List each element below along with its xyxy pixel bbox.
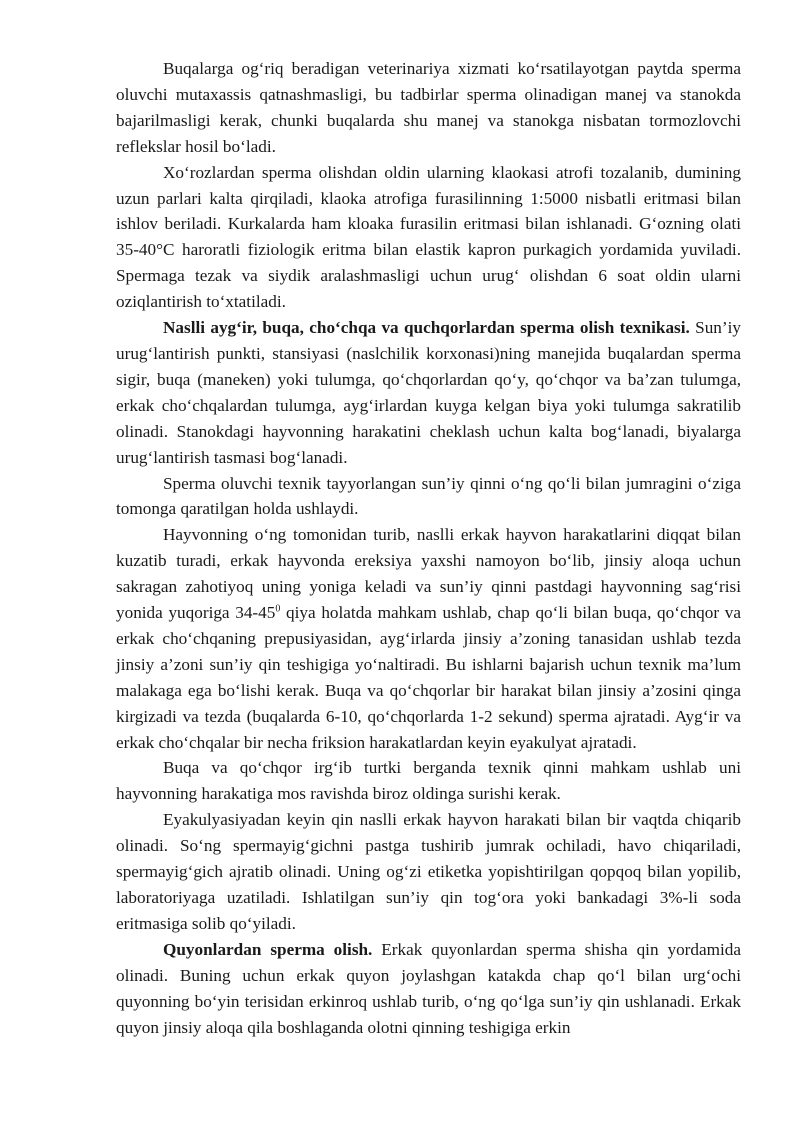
document-page xyxy=(116,56,741,1040)
paragraph-rabbit-collection xyxy=(116,937,741,1041)
section-heading-rabbit-collection: Quyonlardan sperma olish. xyxy=(163,939,373,959)
paragraph-collection-technique xyxy=(116,315,741,470)
paragraph-text: Hayvonning o‘ng tomonidan turib, naslli erkak hayvon harakatlarini diqqat bilan kuzatib turadi, erkak hayvonda ereksiya yaxshi namoyon bo‘lib, jinsiy aloqa uchun sakragan zahotiyoq uning yoniga keladi va sun’iy qinni pastdagi hayvonning sag‘risi yonida yuqoriga 34-45 xyxy=(116,525,741,623)
paragraph-text: Sun’iy urug‘lantirish punkti, stansiyasi (naslchilik korxonasi)ning manejida buqalardan sperma sigir, buqa (maneken) yoki tulumga, qo‘chqorlardan qo‘y, qo‘chqor va ba’zan tulumga, erkak cho‘chqalardan tulumga, ayg‘irlardan kuyga kelgan biya yoki tulumga sakratilib olinadi. Stanokdagi hayvonning harakatini cheklash uchun kalta bog‘lanadi, biyalarga urug‘lantirish tasmasi bog‘lanadi. xyxy=(116,318,741,467)
paragraph-text: Xo‘rozlardan sperma olishdan oldin ularning klaokasi atrofi tozalanib, dumining uzun parlari kalta qirqiladi, klaoka atrofiga furasilinning 1:5000 nisbatli eritmasi bilan ishlov beriladi. Kurkalarda ham kloaka furasilin eritmasi bilan ishlanadi. G‘ozning olati 35-40°C haroratli fiziologik eritma bilan elastik kapron purkagich yordamida yuviladi. Spermaga tezak va siydik aralashmasligi uchun urug‘ olishdan 6 soat oldin ularni oziqlantirish to‘xtatiladi. xyxy=(116,162,741,312)
paragraph-text: Buqalarga og‘riq beradigan veterinariya xizmati ko‘rsatilayotgan paytda sperma oluvchi mutaxassis qatnashmasligi, bu tadbirlar sperma olinadigan manej va stanokda bajarilmasligi kerak, chunki buqalarda shu manej va stanokga nisbatan tormozlovchi reflekslar hosil bo‘ladi. xyxy=(116,59,741,156)
paragraph-technician-grip xyxy=(116,471,741,523)
paragraph-bull-restraint xyxy=(116,56,741,160)
paragraph-procedure xyxy=(116,522,741,755)
paragraph-text: Erkak quyonlardan sperma shisha qin yordamida olinadi. Buning uchun erkak quyon joylashgan katakda chap qo‘l bilan urg‘ochi quyonning bo‘yin terisidan erkinroq ushlab turib, o‘ng qo‘lga sun’iy qin ushlanadi. Erkak quyon jinsiy aloqa qila boshlaganda olotni qinning teshigiga erkin xyxy=(116,939,741,1037)
paragraph-thrust-handling xyxy=(116,755,741,807)
paragraph-text: Sperma oluvchi texnik tayyorlangan sun’iy qinni o‘ng qo‘li bilan jumragini o‘ziga tomonga qaratilgan holda ushlaydi. xyxy=(116,473,741,519)
paragraph-text: Buqa va qo‘chqor irg‘ib turtki berganda texnik qinni mahkam ushlab uni hayvonning harakatiga mos ravishda biroz oldinga surishi kerak. xyxy=(116,758,741,804)
paragraph-rooster-preparation xyxy=(116,160,741,315)
section-heading-collection-technique: Naslli ayg‘ir, buqa, cho‘chqa va quchqorlardan sperma olish texnikasi. xyxy=(163,318,690,338)
paragraph-text: qiya holatda mahkam ushlab, chap qo‘li bilan buqa, qo‘chqor va erkak cho‘chqaning prepusiyasidan, ayg‘irlarda jinsiy a’zoning tanasidan ushlab tezda jinsiy a’zoni sun’iy qin teshigiga yo‘naltiradi. Bu ishlarni bajarish uchun texnik ma’lum malakaga ega bo‘lishi kerak. Buqa va qo‘chqorlar bir harakat bilan jinsiy a’zosini qinga kirgizadi va tezda (buqalarda 6-10, qo‘chqorlarda 1-2 sekund) sperma ajratadi. Ayg‘ir va erkak cho‘chqalar bir necha friksion harakatlardan keyin eyakulyat ajratadi. xyxy=(116,603,742,752)
paragraph-after-ejaculation xyxy=(116,807,741,937)
degree-superscript: 0 xyxy=(275,603,281,615)
paragraph-text: Eyakulyasiyadan keyin qin naslli erkak hayvon harakati bilan bir vaqtda chiqarib olinadi. So‘ng spermayig‘gichni pastga tushirib jumrak ochiladi, havo chiqariladi, spermayig‘gich ajratib olinadi. Uning og‘zi etiketka yopishtirilgan qopqoq bilan yopilib, laboratoriyaga uzatiladi. Ishlatilgan sun’iy qin tog‘ora yoki bankadagi 3%-li soda eritmasiga solib qo‘yiladi. xyxy=(116,810,741,933)
